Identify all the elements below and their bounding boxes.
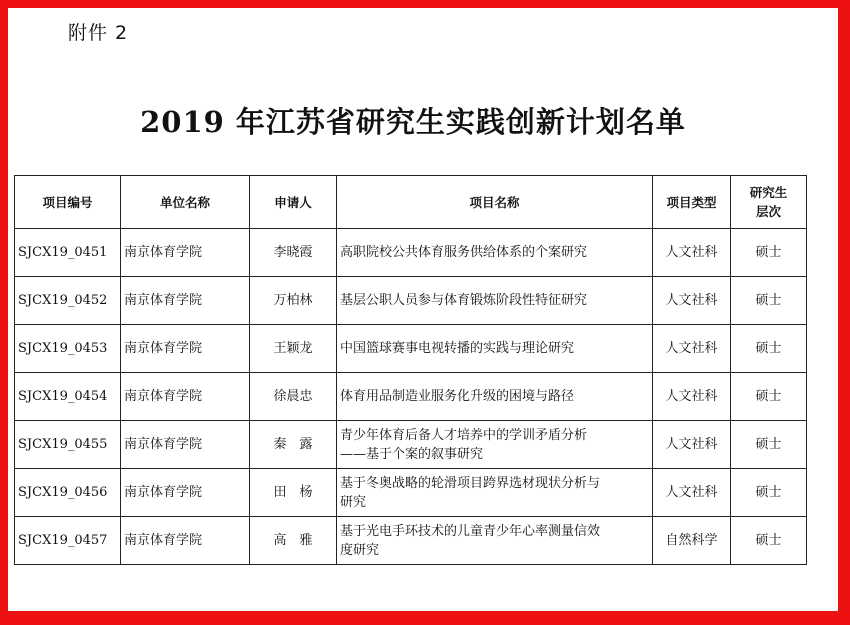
- unit-name-cell: 南京体育学院: [121, 517, 250, 565]
- table-row: [15, 517, 807, 565]
- project-type-cell: 人文社科: [653, 421, 731, 469]
- project-type-cell: 人文社科: [653, 469, 731, 517]
- header-level-line: 研究生: [749, 185, 788, 200]
- project-code-cell: SJCX19_0457: [15, 517, 121, 565]
- applicant-cell: 徐晨忠: [250, 373, 337, 421]
- applicant-cell: 李晓霞: [250, 229, 337, 277]
- project-name-line: 研究: [340, 494, 367, 510]
- project-code-cell: SJCX19_0454: [15, 373, 121, 421]
- project-name-line: 基于光电手环技术的儿童青少年心率测量信效: [340, 523, 601, 539]
- project-type-cell: 人文社科: [653, 373, 731, 421]
- applicant-cell: 万柏林: [250, 277, 337, 325]
- applicant-cell: 田 杨: [250, 469, 337, 517]
- applicant-cell: 高 雅: [250, 517, 337, 565]
- student-level-cell: 硕士: [731, 229, 807, 277]
- header-project-name: 项目名称: [337, 176, 653, 229]
- header-project-type: 项目类型: [653, 176, 731, 229]
- project-name-line: 高职院校公共体育服务供给体系的个案研究: [340, 245, 588, 260]
- project-code-cell: SJCX19_0451: [15, 229, 121, 277]
- table-row: [15, 229, 807, 277]
- header-student-level: [731, 176, 807, 229]
- table-row: [15, 373, 807, 421]
- unit-name-cell: 南京体育学院: [121, 373, 250, 421]
- table-row: [15, 325, 807, 373]
- document-title: 2019 年江苏省研究生实践创新计划名单: [140, 105, 686, 139]
- project-name-line: 中国篮球赛事电视转播的实践与理论研究: [340, 341, 575, 356]
- project-list-table: [14, 175, 807, 565]
- table-row: [15, 277, 807, 325]
- project-name-cell: [337, 421, 653, 469]
- student-level-cell: 硕士: [731, 277, 807, 325]
- project-name-cell: [337, 277, 653, 325]
- project-name-cell: [337, 229, 653, 277]
- project-name-line: 体育用品制造业服务化升级的困境与路径: [340, 389, 575, 404]
- project-code-cell: SJCX19_0452: [15, 277, 121, 325]
- project-code-cell: SJCX19_0453: [15, 325, 121, 373]
- applicant-cell: 王颖龙: [250, 325, 337, 373]
- project-type-cell: 人文社科: [653, 325, 731, 373]
- table-row: [15, 469, 807, 517]
- project-name-line: 基于冬奥战略的轮滑项目跨界选材现状分析与: [340, 475, 601, 491]
- unit-name-cell: 南京体育学院: [121, 421, 250, 469]
- table-row: [15, 421, 807, 469]
- student-level-cell: 硕士: [731, 325, 807, 373]
- project-code-cell: SJCX19_0455: [15, 421, 121, 469]
- header-unit-name: 单位名称: [121, 176, 250, 229]
- project-name-line: 青少年体育后备人才培养中的学训矛盾分析: [340, 427, 588, 443]
- applicant-cell: 秦 露: [250, 421, 337, 469]
- project-name-line: ——基于个案的叙事研究: [340, 446, 484, 462]
- header-level-line: 层次: [755, 204, 781, 219]
- project-type-cell: 人文社科: [653, 229, 731, 277]
- student-level-cell: 硕士: [731, 517, 807, 565]
- unit-name-cell: 南京体育学院: [121, 469, 250, 517]
- project-name-cell: [337, 517, 653, 565]
- project-name-cell: [337, 373, 653, 421]
- header-project-code: 项目编号: [15, 176, 121, 229]
- project-type-cell: 人文社科: [653, 277, 731, 325]
- project-type-cell: 自然科学: [653, 517, 731, 565]
- project-name-cell: [337, 325, 653, 373]
- project-name-line: 度研究: [340, 542, 380, 558]
- unit-name-cell: 南京体育学院: [121, 229, 250, 277]
- header-applicant: 申请人: [250, 176, 337, 229]
- student-level-cell: 硕士: [731, 373, 807, 421]
- table-header-row: [15, 176, 807, 229]
- student-level-cell: 硕士: [731, 469, 807, 517]
- unit-name-cell: 南京体育学院: [121, 277, 250, 325]
- project-name-line: 基层公职人员参与体育锻炼阶段性特征研究: [340, 293, 588, 308]
- project-name-cell: [337, 469, 653, 517]
- attachment-label: 附件 2: [68, 22, 129, 44]
- project-code-cell: SJCX19_0456: [15, 469, 121, 517]
- student-level-cell: 硕士: [731, 421, 807, 469]
- unit-name-cell: 南京体育学院: [121, 325, 250, 373]
